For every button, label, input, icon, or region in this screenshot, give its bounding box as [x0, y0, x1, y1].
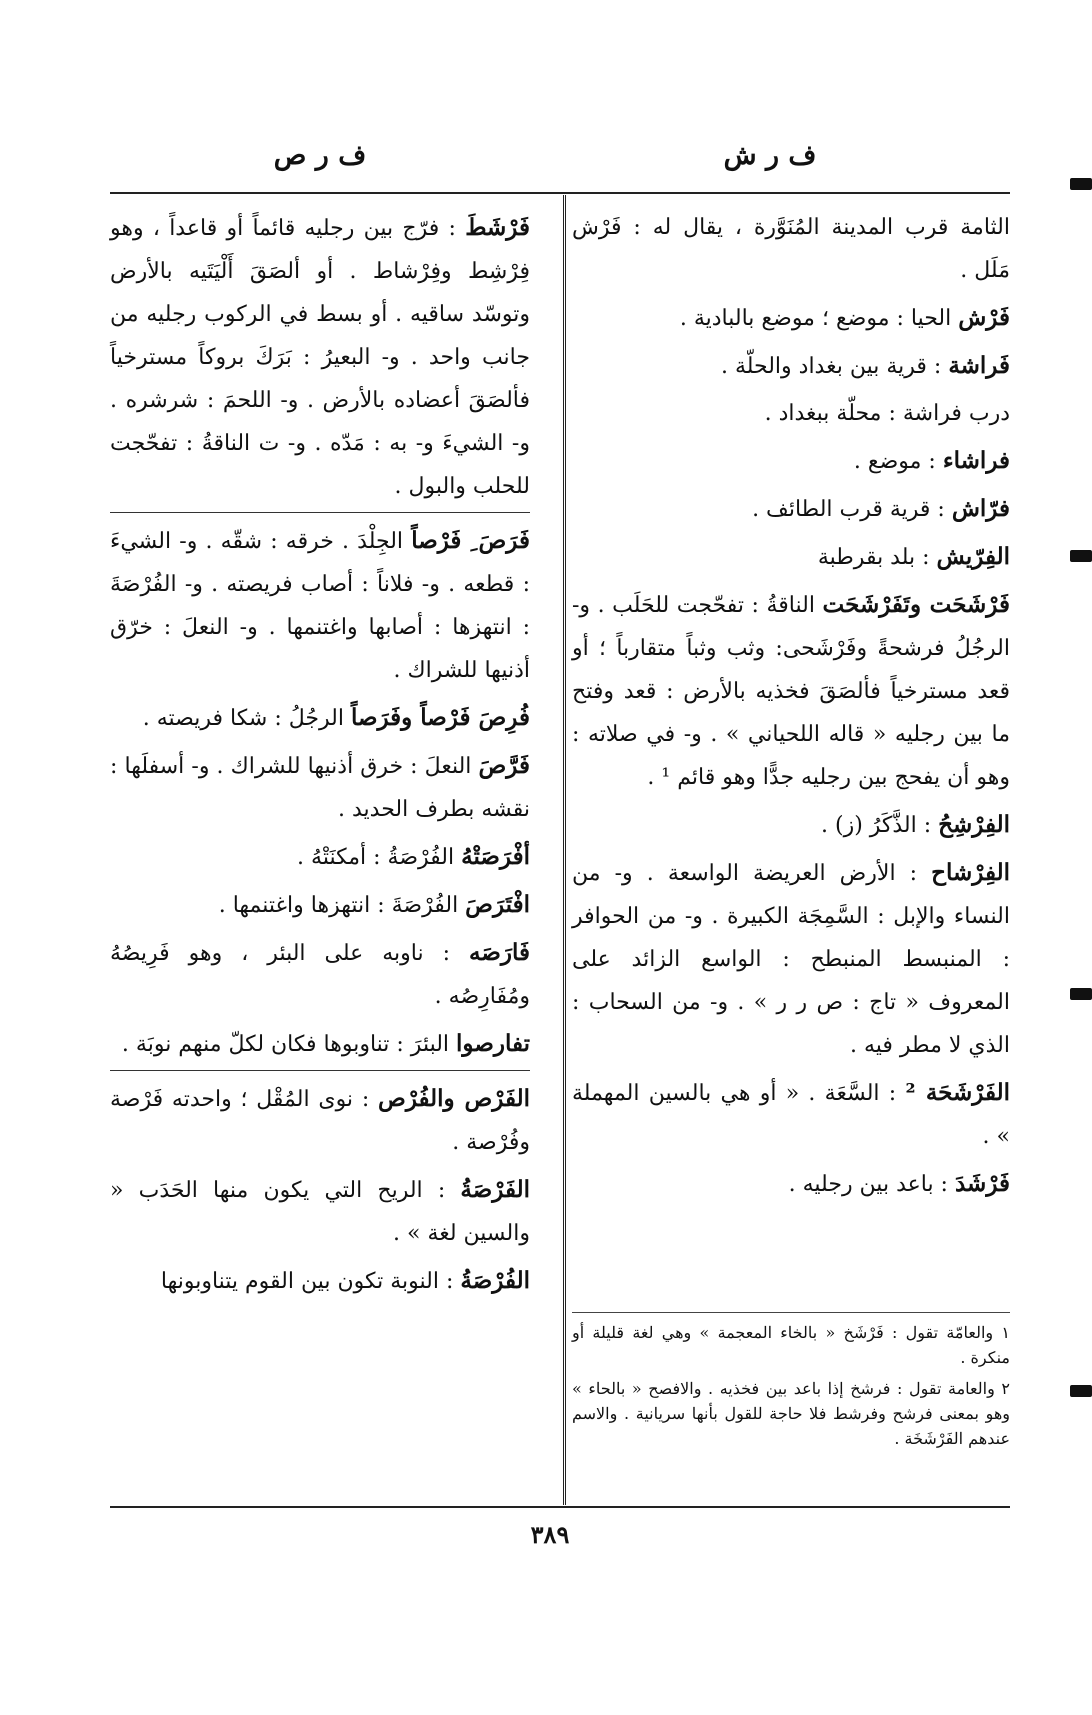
- entry-headword: فراشاء: [942, 447, 1010, 474]
- entry-headword: فَراشة: [948, 352, 1010, 379]
- dictionary-entry: [572, 206, 1010, 292]
- column-divider: [563, 195, 566, 1505]
- entry-definition: : النوبة تكون بين القوم يتناوبونها: [160, 1269, 461, 1294]
- entry-definition: : نوى المُقْل ؛ واحدته فَرْصة وفُرْصة .: [110, 1087, 530, 1155]
- footnote-text: والعامّة تقول : فَرْشَخ « بالخاء المعجمة » وهي لغة قليلة أو منكرة .: [572, 1323, 1010, 1367]
- footnote-number: ١: [1001, 1323, 1010, 1342]
- entry-definition: الناقةُ : تفحّجت للحَلَب . و- الرجُلُ فرشحةً وفَرْشَحى: وثب وثباً متقارباً ؛ أو قعد مسترخياً فألصَقَ فخذيه بالأرض : قعد وفتح ما بين رجليه « قاله اللحياني » . و- في صلاته : وهو أن يفحج بين رجليه جدًّا وهو قائم ¹ .: [572, 593, 1010, 790]
- left-column: [110, 206, 530, 1307]
- dictionary-entry: [572, 392, 1010, 435]
- entry-definition: درب فراشة : محلّة ببغداد .: [764, 401, 1010, 426]
- dictionary-entry: [572, 487, 1010, 531]
- margin-mark: [1070, 988, 1092, 1000]
- entry-headword: فَرَصَ ِ فَرْصاً: [411, 527, 530, 554]
- entry-definition: الفُرْصَةَ : انتهزها واغتنمها .: [218, 893, 466, 918]
- dictionary-entry: [110, 1070, 530, 1164]
- entry-headword: فَرَّصَ: [478, 752, 530, 779]
- entry-definition: النعلَ : خرق أذنيها للشراك . و- أسفلَها : نقشه بطرف الحديد .: [110, 754, 530, 822]
- footnote-number: ٢: [1001, 1379, 1010, 1398]
- entry-headword: فَرْشَحَت وتَفَرْشَحَت: [822, 591, 1010, 618]
- entry-headword: افْتَرَصَ: [465, 891, 530, 918]
- dictionary-entry: [572, 344, 1010, 388]
- entry-definition: : السَّعَة . « أو هي بالسين المهملة » .: [572, 1081, 1010, 1149]
- entry-headword: الفِرّيش: [936, 543, 1010, 570]
- entry-headword: تفارصوا: [456, 1030, 530, 1057]
- dictionary-entry: [110, 1259, 530, 1303]
- dictionary-entry: [572, 851, 1010, 1067]
- margin-mark: [1070, 178, 1092, 190]
- dictionary-entry: [110, 1168, 530, 1255]
- entry-definition: الحيا : موضع ؛ موضع بالبادية .: [679, 306, 959, 331]
- dictionary-entry: [572, 1162, 1010, 1206]
- entry-headword: الفَرْص والفُرْص: [378, 1085, 530, 1112]
- dictionary-entry: [110, 883, 530, 927]
- entry-headword: الفَرْصَةُ: [460, 1176, 530, 1203]
- entry-definition: : الذَّكَرُ (ز) .: [821, 813, 939, 838]
- entry-definition: الرجُلُ : شكا فريصته .: [142, 706, 351, 731]
- entry-definition: : الأرض العريضة الواسعة . و- من النساء والإبل : السَّمِجَة الكبيرة . و- من الحوافر : المنبسط المنبطح : الواسع الزائد على المعروف « تاج : ص ر ر » . و- من السحاب : الذي لا مطر فيه .: [572, 861, 1010, 1058]
- entry-definition: : الريح التي يكون منها الحَدَب « والسين لغة » .: [110, 1178, 530, 1246]
- entry-headword: فُرِصَ فَرْصاً وفَرَصاً: [350, 704, 530, 731]
- entry-definition: : فرّج بين رجليه قائماً أو قاعداً ، وهو فِرْشِط وفِرْشاط . أو ألصَقَ أَلْيَتَيه بالأرض وتوسّد ساقيه . أو بسط في الركوب رجليه من جانب واحد . و- البعيرُ : بَرَكَ بروكاً مسترخياً فألصَقَ أعضاده بالأرض . و- اللحمَ : شرشره . و- الشيءَ و- به : مَدّه . و- ت الناقةُ : تفحّجت للحلب والبول .: [110, 216, 530, 499]
- dictionary-entry: [110, 206, 530, 508]
- dictionary-entry: [572, 439, 1010, 483]
- bottom-rule: [110, 1506, 1010, 1508]
- dictionary-entry: [110, 696, 530, 740]
- entry-definition: الثامة قرب المدينة المُنَوَّرة ، يقال له : فَرْش مَلَل .: [572, 215, 1010, 283]
- footnote-text: والعامة تقول : فرشخ إذا باعد بين فخذيه . والافصح « بالحاء » وهو بمعنى فرشح وفرشط فلا حاجة للقول بأنها سريانية . والاسم عندهم الفَرْشَخَة .: [572, 1379, 1010, 1448]
- entry-definition: البئرَ : تناوبوها فكان لكلّ منهم نوبَة .: [121, 1032, 457, 1057]
- entry-headword: الفُرْصَةُ: [460, 1267, 530, 1294]
- entry-definition: : موضع .: [853, 449, 943, 474]
- top-rule: [110, 192, 1010, 194]
- right-column: [572, 206, 1010, 1210]
- entry-headword: فرّاش: [951, 495, 1010, 522]
- dictionary-entry: [110, 512, 530, 692]
- entry-headword: فَرْش: [958, 304, 1010, 331]
- footnote: [572, 1376, 1010, 1451]
- entry-headword: الفِرْشِحُ: [938, 811, 1010, 838]
- footnote: [572, 1320, 1010, 1370]
- dictionary-entry: [572, 296, 1010, 340]
- dictionary-entry: [572, 1071, 1010, 1158]
- entry-headword: أفْرَصَتْهُ: [461, 843, 530, 870]
- entry-definition: الفُرْصَةُ : أمكنَتْهُ .: [297, 845, 462, 870]
- right-column-header: ف ر ش: [723, 140, 817, 171]
- entry-headword: فَرْشَدَ: [954, 1170, 1010, 1197]
- footnote-rule: [572, 1312, 1010, 1313]
- entry-definition: : بلد بقرطبة: [817, 545, 937, 570]
- entry-definition: : ناوبه على البئر ، وهو فَرِيصُهُ ومُفَارِصُه .: [110, 941, 530, 1009]
- dictionary-entry: [110, 1022, 530, 1066]
- dictionary-entry: [110, 931, 530, 1018]
- left-column-header: ف ر ص: [273, 140, 367, 171]
- entry-headword: فَارَصَه: [469, 939, 530, 966]
- dictionary-entry: [110, 744, 530, 831]
- entry-headword: الفِرْشاح: [931, 859, 1010, 886]
- entry-definition: الجِلْدَ . خرقه : شقّه . و- الشيءَ : قطعه . و- فلاناً : أصاب فريصته . و- الفُرْصَةَ : انتهزها : أصابها واغتنمها . و- النعلَ : خرّق أذنيها للشراك .: [110, 529, 530, 683]
- dictionary-entry: [572, 803, 1010, 847]
- page-number: ٣٨٩: [530, 1520, 570, 1549]
- dictionary-entry: [572, 535, 1010, 579]
- footnotes: [572, 1320, 1010, 1457]
- entry-definition: : قرية قرب الطائف .: [752, 497, 952, 522]
- entry-headword: فَرْشَطَ: [465, 214, 530, 241]
- dictionary-entry: [110, 835, 530, 879]
- dictionary-entry: [572, 583, 1010, 799]
- entry-definition: : قرية بين بغداد والحلّة .: [720, 354, 949, 379]
- entry-definition: : باعد بين رجليه .: [788, 1172, 955, 1197]
- entry-headword: الفَرْشَحَة ²: [905, 1079, 1010, 1106]
- margin-mark: [1070, 1385, 1092, 1397]
- margin-mark: [1070, 550, 1092, 562]
